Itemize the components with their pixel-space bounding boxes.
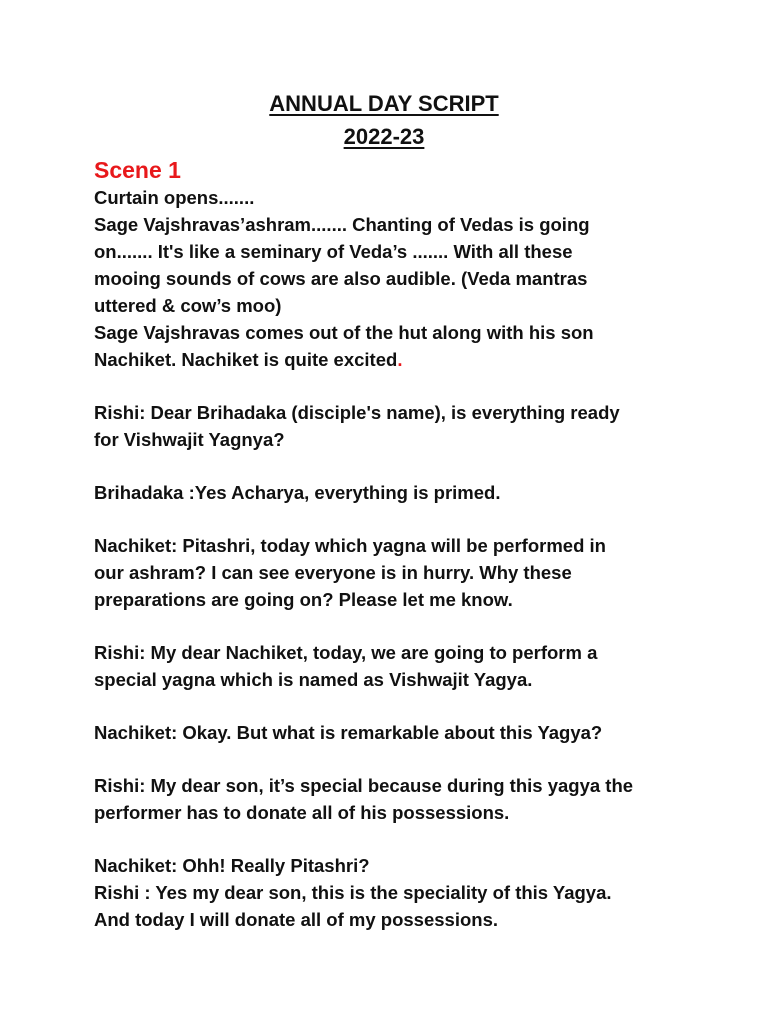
paragraph-gap: [94, 826, 694, 852]
script-line: Sage Vajshravas comes out of the hut along with his son: [94, 322, 594, 343]
script-line: Curtain opens.......: [94, 187, 255, 208]
script-line: Nachiket: Ohh! Really Pitashri?: [94, 855, 370, 876]
paragraph-gap: [94, 453, 694, 479]
red-period: .: [397, 349, 403, 370]
script-line: Rishi : Yes my dear son, this is the speciality of this Yagya.: [94, 882, 612, 903]
script-line: And today I will donate all of my possessions.: [94, 909, 498, 930]
script-line: uttered & cow’s moo): [94, 295, 282, 316]
script-line: Brihadaka :Yes Acharya, everything is primed.: [94, 482, 501, 503]
script-line: special yagna which is named as Vishwajit Yagya.: [94, 669, 533, 690]
script-line: performer has to donate all of his possessions.: [94, 802, 510, 823]
document-year: 2022-23: [343, 124, 425, 149]
script-line: mooing sounds of cows are also audible. (Veda mantras: [94, 268, 588, 289]
script-line: Rishi: My dear son, it’s special because during this yagya the: [94, 775, 634, 796]
paragraph-gap: [94, 373, 694, 399]
scene-heading: Scene 1: [94, 157, 181, 183]
script-line: Nachiket: Pitashri, today which yagna will be performed in: [94, 535, 606, 556]
script-body: [94, 184, 694, 933]
paragraph-gap: [94, 613, 694, 639]
script-line: Rishi: Dear Brihadaka (disciple's name), is everything ready: [94, 402, 620, 423]
script-line: on....... It's like a seminary of Veda’s ....... With all these: [94, 241, 573, 262]
script-line: for Vishwajit Yagnya?: [94, 429, 285, 450]
paragraph-gap: [94, 746, 694, 772]
script-line-excited: [94, 346, 694, 373]
script-line: Sage Vajshravas’ashram....... Chanting of Vedas is going: [94, 214, 590, 235]
script-line: Rishi: My dear Nachiket, today, we are going to perform a: [94, 642, 598, 663]
script-line: our ashram? I can see everyone is in hurry. Why these: [94, 562, 572, 583]
script-line: Nachiket: Okay. But what is remarkable about this Yagya?: [94, 722, 603, 743]
script-line-text: Nachiket. Nachiket is quite excited: [94, 349, 398, 370]
script-line: preparations are going on? Please let me know.: [94, 589, 513, 610]
document-title: ANNUAL DAY SCRIPT: [269, 91, 499, 116]
paragraph-gap: [94, 506, 694, 532]
paragraph-gap: [94, 693, 694, 719]
